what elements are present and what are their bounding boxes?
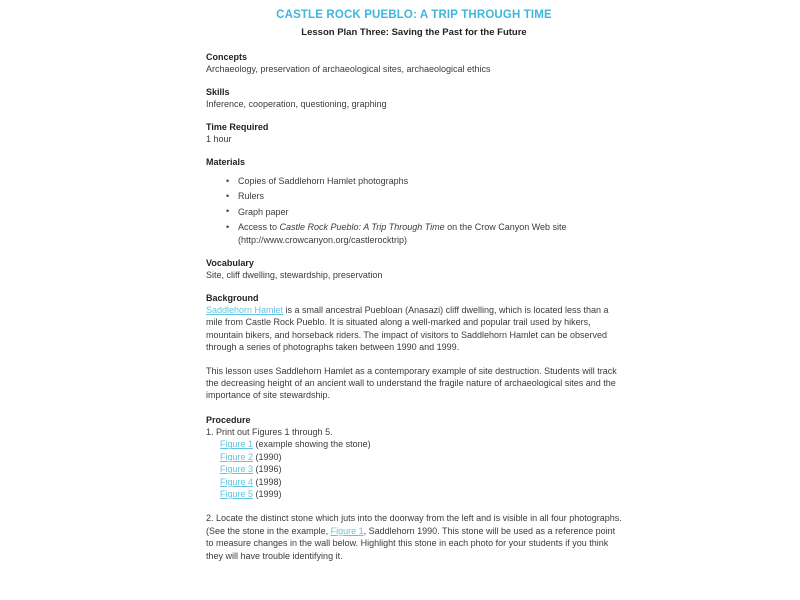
- section-concepts: [206, 51, 622, 75]
- procedure-step-1: 1. Print out Figures 1 through 5.: [206, 426, 333, 437]
- figure-link-list: [206, 438, 622, 500]
- vocabulary-heading: Vocabulary: [206, 258, 254, 269]
- figure-2-link[interactable]: Figure 2: [220, 451, 254, 462]
- concepts-body: Archaeology, preservation of archaeological sites, archaeological ethics: [206, 64, 491, 74]
- materials-heading: Materials: [206, 157, 246, 167]
- list-item: [206, 438, 622, 450]
- vocabulary-body: Site, cliff dwelling, stewardship, preservation: [206, 270, 383, 281]
- background-paragraph-1: [206, 304, 622, 354]
- list-item: [206, 221, 622, 246]
- page-title: CASTLE ROCK PUEBLO: A TRIP THROUGH TIME: [276, 9, 552, 21]
- figure-1-note: (example showing the stone): [253, 439, 371, 450]
- procedure-step-2-part-1: 2. Locate the distinct stone which juts into the doorway from the left and is visible in all four photographs. (See the stone in the example,: [206, 513, 622, 536]
- background-paragraph-2: This lesson uses Saddlehorn Hamlet as a contemporary example of site destruction. Students will track the decreasing height of an ancient wall to understand the fragile nature of archaeological sites and the importance of site stewardship.: [206, 365, 617, 401]
- materials-item-text: Rulers: [238, 191, 265, 202]
- section-time-required: [206, 121, 622, 145]
- list-item: [206, 451, 622, 463]
- list-item: [206, 190, 622, 202]
- skills-heading: Skills: [206, 87, 230, 97]
- procedure-step-2: [206, 512, 622, 562]
- figure-2-note: (1990): [253, 451, 282, 462]
- materials-item-text: Copies of Saddlehorn Hamlet photographs: [238, 176, 409, 186]
- background-paragraph-1-rest: is a small ancestral Puebloan (Anasazi) cliff dwelling, which is located less than a mile from Castle Rock Pueblo. It is situated along a well-marked and popular trail used by hikers, mountain bikers, and horseback riders. The impact of visitors to Saddlehorn Hamlet can be observed through a series of photographs taken between 1990 and 1999.: [206, 305, 609, 353]
- list-item: [206, 476, 622, 488]
- section-skills: [206, 86, 622, 110]
- document-body: [206, 0, 622, 562]
- figure-3-note: (1996): [253, 464, 282, 475]
- figure-1-inline-link[interactable]: Figure 1: [330, 525, 364, 536]
- list-item: [206, 206, 622, 218]
- list-item: [206, 463, 622, 475]
- materials-item-text: Graph paper: [238, 206, 289, 217]
- procedure-heading: Procedure: [206, 414, 251, 425]
- section-background: [206, 292, 622, 402]
- saddlehorn-hamlet-link[interactable]: Saddlehorn Hamlet: [206, 305, 284, 316]
- concepts-heading: Concepts: [206, 52, 248, 62]
- background-heading: Background: [206, 293, 259, 304]
- materials-item-prefix: Access to: [238, 222, 280, 233]
- procedure-step-2-part-2: , Saddlehorn 1990. This stone will be used as a reference point to measure changes in the wall below. Highlight this stone in each photo for your students if you think they will have trouble identifying it.: [206, 525, 616, 561]
- time-required-body: 1 hour: [206, 134, 232, 144]
- figure-4-link[interactable]: Figure 4: [220, 476, 254, 487]
- figure-1-link[interactable]: Figure 1: [220, 439, 254, 450]
- section-procedure: [206, 414, 622, 562]
- figure-5-link[interactable]: Figure 5: [220, 488, 254, 499]
- materials-list: [206, 175, 622, 246]
- section-vocabulary: [206, 257, 622, 281]
- list-item: [206, 175, 622, 187]
- figure-4-note: (1998): [253, 476, 282, 487]
- page-subtitle: Lesson Plan Three: Saving the Past for the Future: [301, 27, 527, 38]
- figure-3-link[interactable]: Figure 3: [220, 464, 254, 475]
- section-materials: [206, 156, 622, 246]
- skills-body: Inference, cooperation, questioning, graphing: [206, 99, 387, 109]
- time-required-heading: Time Required: [206, 122, 269, 132]
- materials-item-title-italic: Castle Rock Pueblo: A Trip Through Time: [279, 222, 445, 233]
- list-item: [206, 488, 622, 500]
- figure-5-note: (1999): [253, 488, 282, 499]
- materials-item-suffix: on the Crow Canyon Web site (http://www.crowcanyon.org/castlerocktrip): [238, 222, 567, 245]
